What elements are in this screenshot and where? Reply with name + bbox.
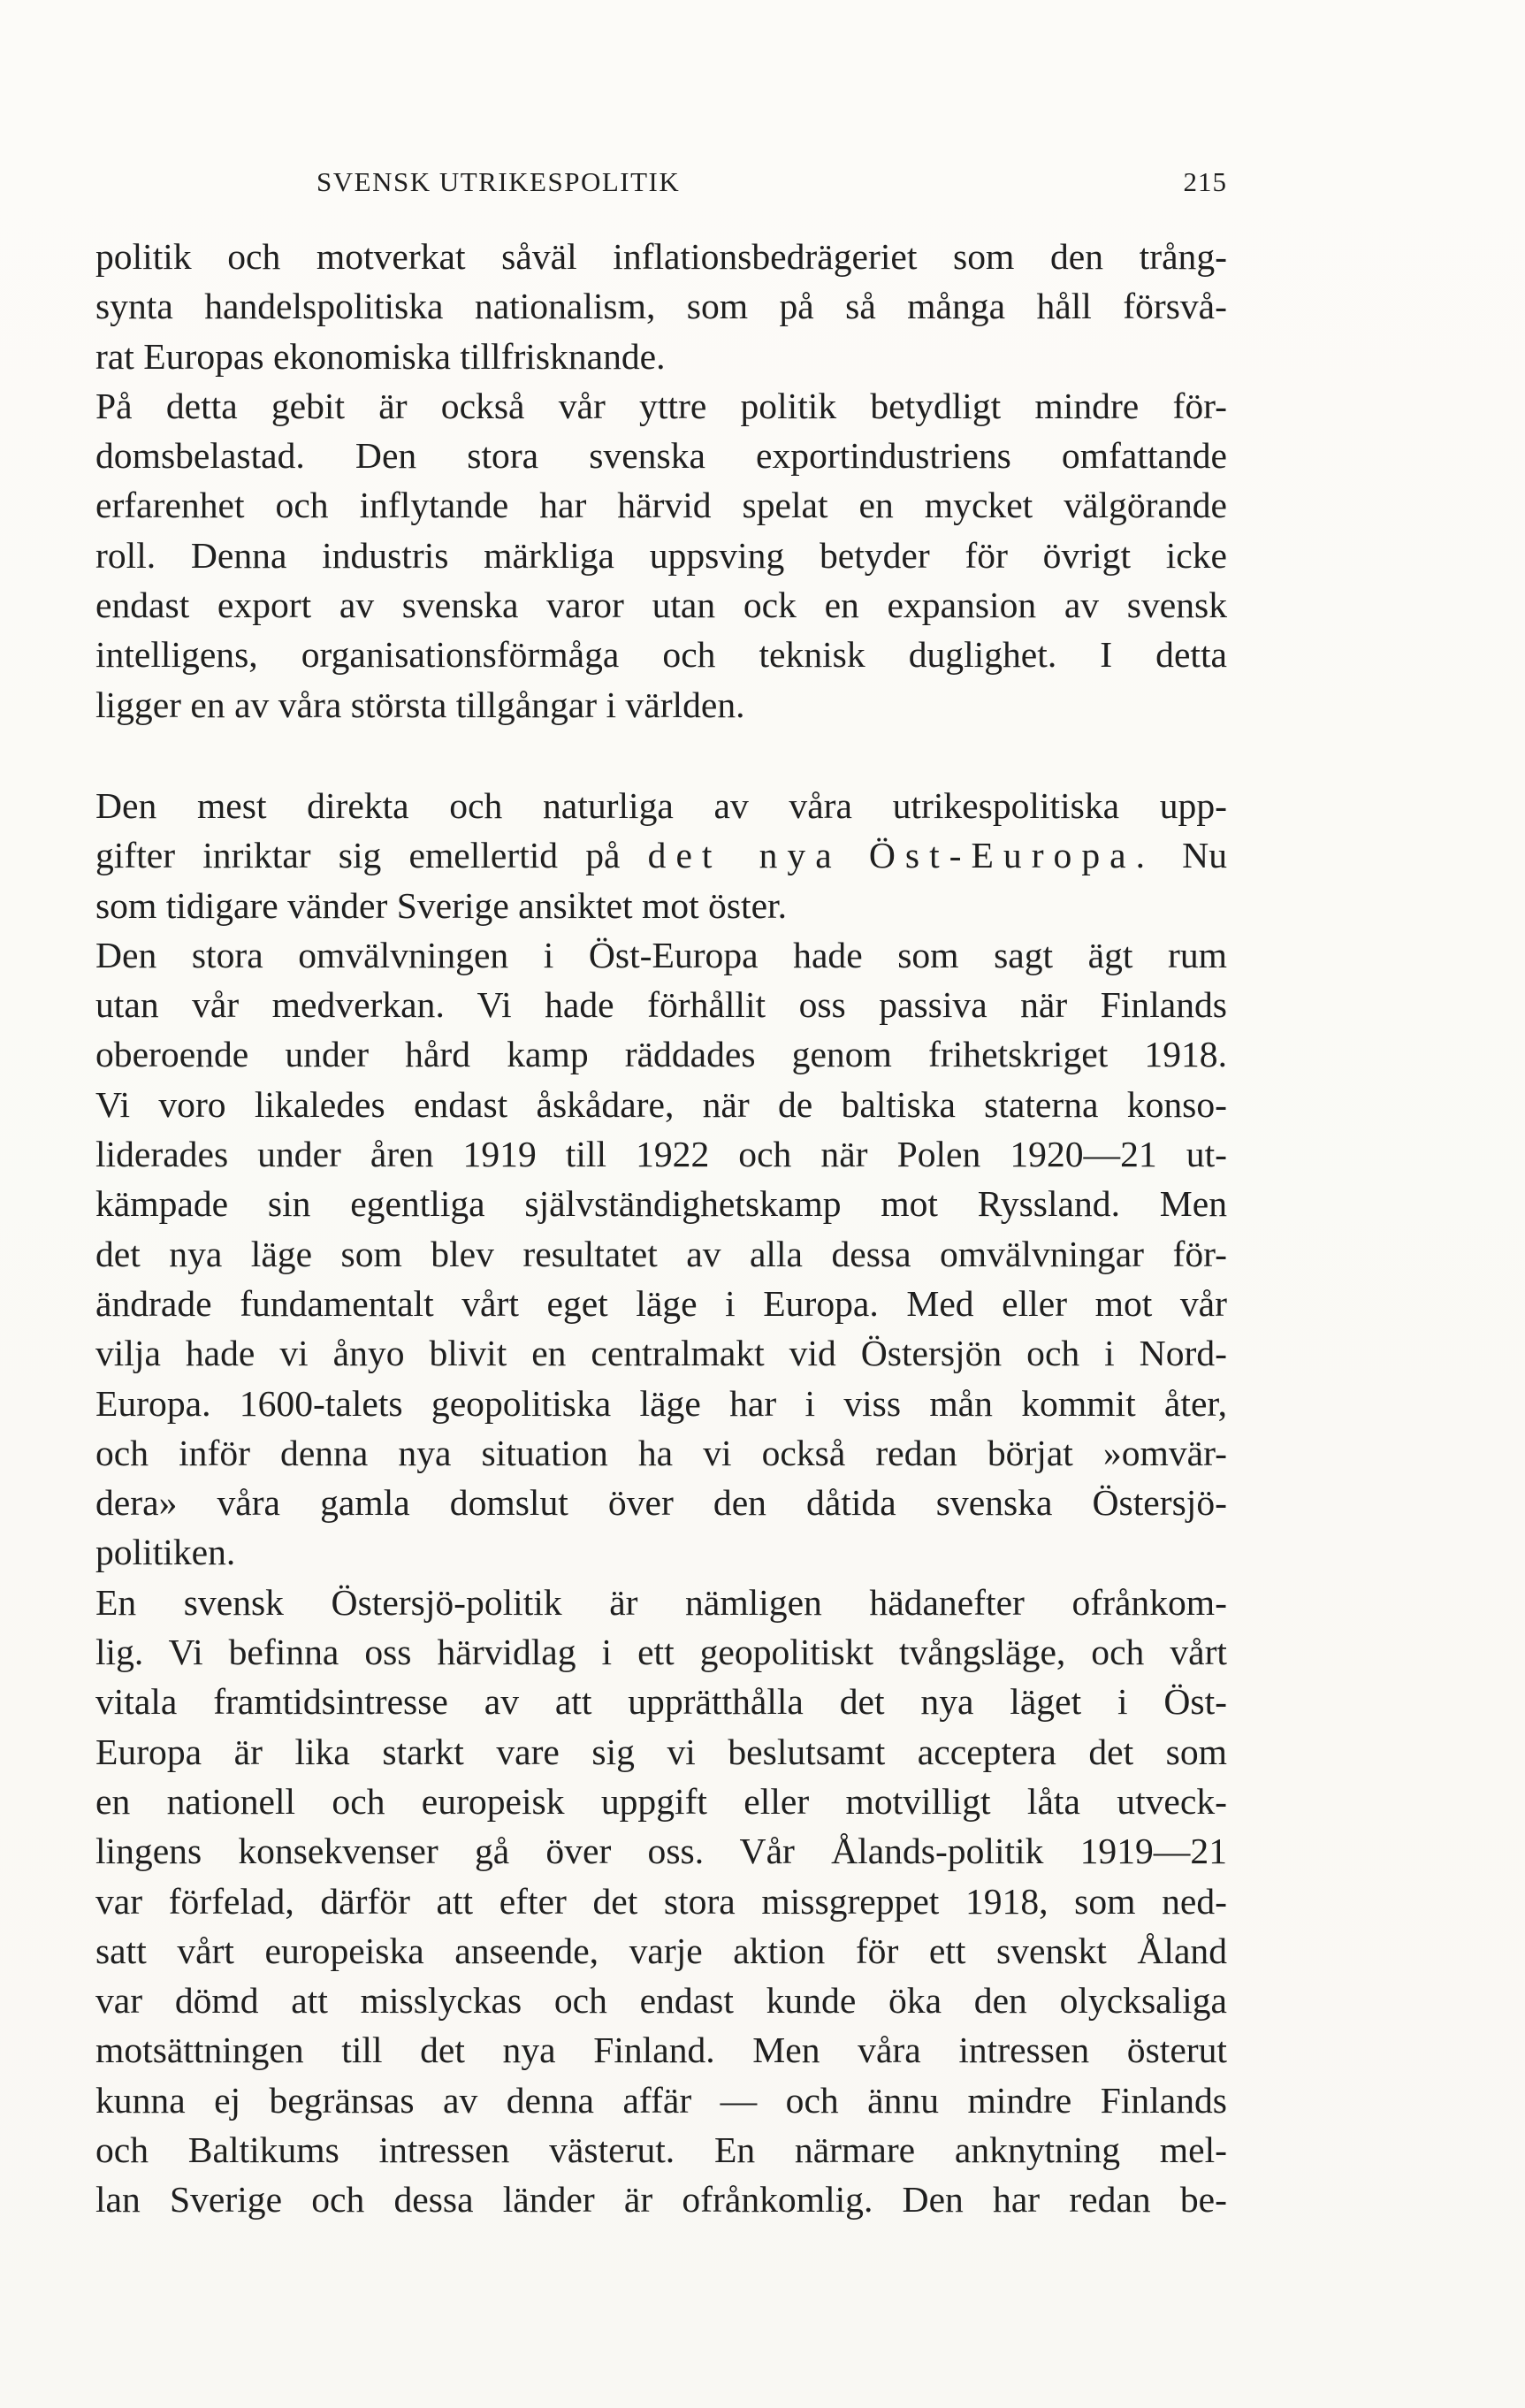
text-line: lan Sverige och dessa länder är ofrånkomlig. Den har redan be- xyxy=(95,2179,1227,2221)
text-line: synta handelspolitiska nationalism, som på så många håll försvå- xyxy=(95,286,1227,327)
text-line: kämpade sin egentliga självständighetskamp mot Ryssland. Men xyxy=(95,1183,1227,1225)
text-line: politik och motverkat såväl inflationsbedrägeriet som den trång- xyxy=(95,236,1227,277)
text-line: Den mest direkta och naturliga av våra utrikespolitiska upp- xyxy=(95,784,1227,826)
text-line: endast export av svenska varor utan ock en expansion av svensk xyxy=(95,585,1227,626)
text-line: Europa är lika starkt vare sig vi beslutsamt acceptera det som xyxy=(95,1731,1227,1772)
text-line: Europa. 1600-talets geopolitiska läge har i viss mån kommit åter, xyxy=(95,1382,1227,1424)
text-line: rat Europas ekonomiska tillfrisknande. xyxy=(95,335,666,377)
text-line: ligger en av våra största tillgångar i världen. xyxy=(95,684,745,725)
text-line: intelligens, organisationsförmåga och teknisk duglighet. I detta xyxy=(95,634,1227,676)
emphasized-text: Öst-Europa. xyxy=(868,835,1155,876)
text-line: ändrade fundamentalt vårt eget läge i Europa. Med eller mot vår xyxy=(95,1282,1227,1324)
text-line: På detta gebit är också vår yttre politik betydligt mindre för- xyxy=(95,385,1227,426)
text-line: oberoende under hård kamp räddades genom frihetskriget 1918. xyxy=(95,1034,1227,1075)
text-line: motsättningen till det nya Finland. Men våra intressen österut xyxy=(95,2030,1227,2071)
paragraph-block-2 xyxy=(95,781,1227,2225)
text-line: politiken. xyxy=(95,1532,236,1573)
text-line: en nationell och europeisk uppgift eller motvilligt låta utveck- xyxy=(95,1780,1227,1822)
body-text xyxy=(95,232,1227,2225)
text-line: och Baltikums intressen västerut. En närmare anknytning mel- xyxy=(95,2129,1227,2170)
text-fragment: Nu xyxy=(1182,835,1227,876)
text-line: och inför denna nya situation ha vi också redan börjat »omvär- xyxy=(95,1432,1227,1473)
text-line: domsbelastad. Den stora svenska exportindustriens omfattande xyxy=(95,435,1227,477)
text-line: roll. Denna industris märkliga uppsving betyder för övrigt icke xyxy=(95,534,1227,576)
emphasized-text: det nya xyxy=(647,835,842,876)
text-line: lig. Vi befinna oss härvidlag i ett geopolitiskt tvångsläge, och vårt xyxy=(95,1632,1227,1673)
text-line: dera» våra gamla domslut över den dåtida svenska Östersjö- xyxy=(95,1482,1227,1524)
text-line: kunna ej begränsas av denna affär — och ännu mindre Finlands xyxy=(95,2079,1227,2121)
page-number: 215 xyxy=(1183,166,1227,197)
text-line: satt vårt europeiska anseende, varje aktion för ett svenskt Åland xyxy=(95,1930,1227,1971)
section-break xyxy=(95,730,1227,781)
text-fragment: gifter inriktar sig emellertid på xyxy=(95,835,648,876)
running-title: SVENSK UTRIKESPOLITIK xyxy=(316,166,681,197)
running-head xyxy=(95,166,1227,202)
text-line: utan vår medverkan. Vi hade förhållit oss passiva när Finlands xyxy=(95,984,1227,1026)
text-line: var förfelad, därför att efter det stora missgreppet 1918, som ned- xyxy=(95,1880,1227,1922)
text-line-with-emphasis xyxy=(95,830,1227,880)
text-line: det nya läge som blev resultatet av alla dessa omvälvningar för- xyxy=(95,1233,1227,1274)
text-line: vitala framtidsintresse av att upprätthålla det nya läget i Öst- xyxy=(95,1681,1227,1723)
text-line: lingens konsekvenser gå över oss. Vår Ålands-politik 1919—21 xyxy=(95,1831,1227,1872)
text-line: Vi voro likaledes endast åskådare, när de baltiska staterna konso- xyxy=(95,1083,1227,1125)
text-line: var dömd att misslyckas och endast kunde öka den olycksaliga xyxy=(95,1980,1227,2022)
text-line: erfarenhet och inflytande har härvid spelat en mycket välgörande xyxy=(95,485,1227,526)
paragraph-block-1 xyxy=(95,232,1227,730)
text-line: vilja hade vi ånyo blivit en centralmakt vid Östersjön och i Nord- xyxy=(95,1333,1227,1374)
text-line: En svensk Östersjö-politik är nämligen hädanefter ofrånkom- xyxy=(95,1581,1227,1623)
text-line: liderades under åren 1919 till 1922 och när Polen 1920—21 ut- xyxy=(95,1134,1227,1175)
text-line: som tidigare vänder Sverige ansiktet mot öster. xyxy=(95,884,788,926)
text-line: Den stora omvälvningen i Öst-Europa hade som sagt ägt rum xyxy=(95,934,1227,975)
